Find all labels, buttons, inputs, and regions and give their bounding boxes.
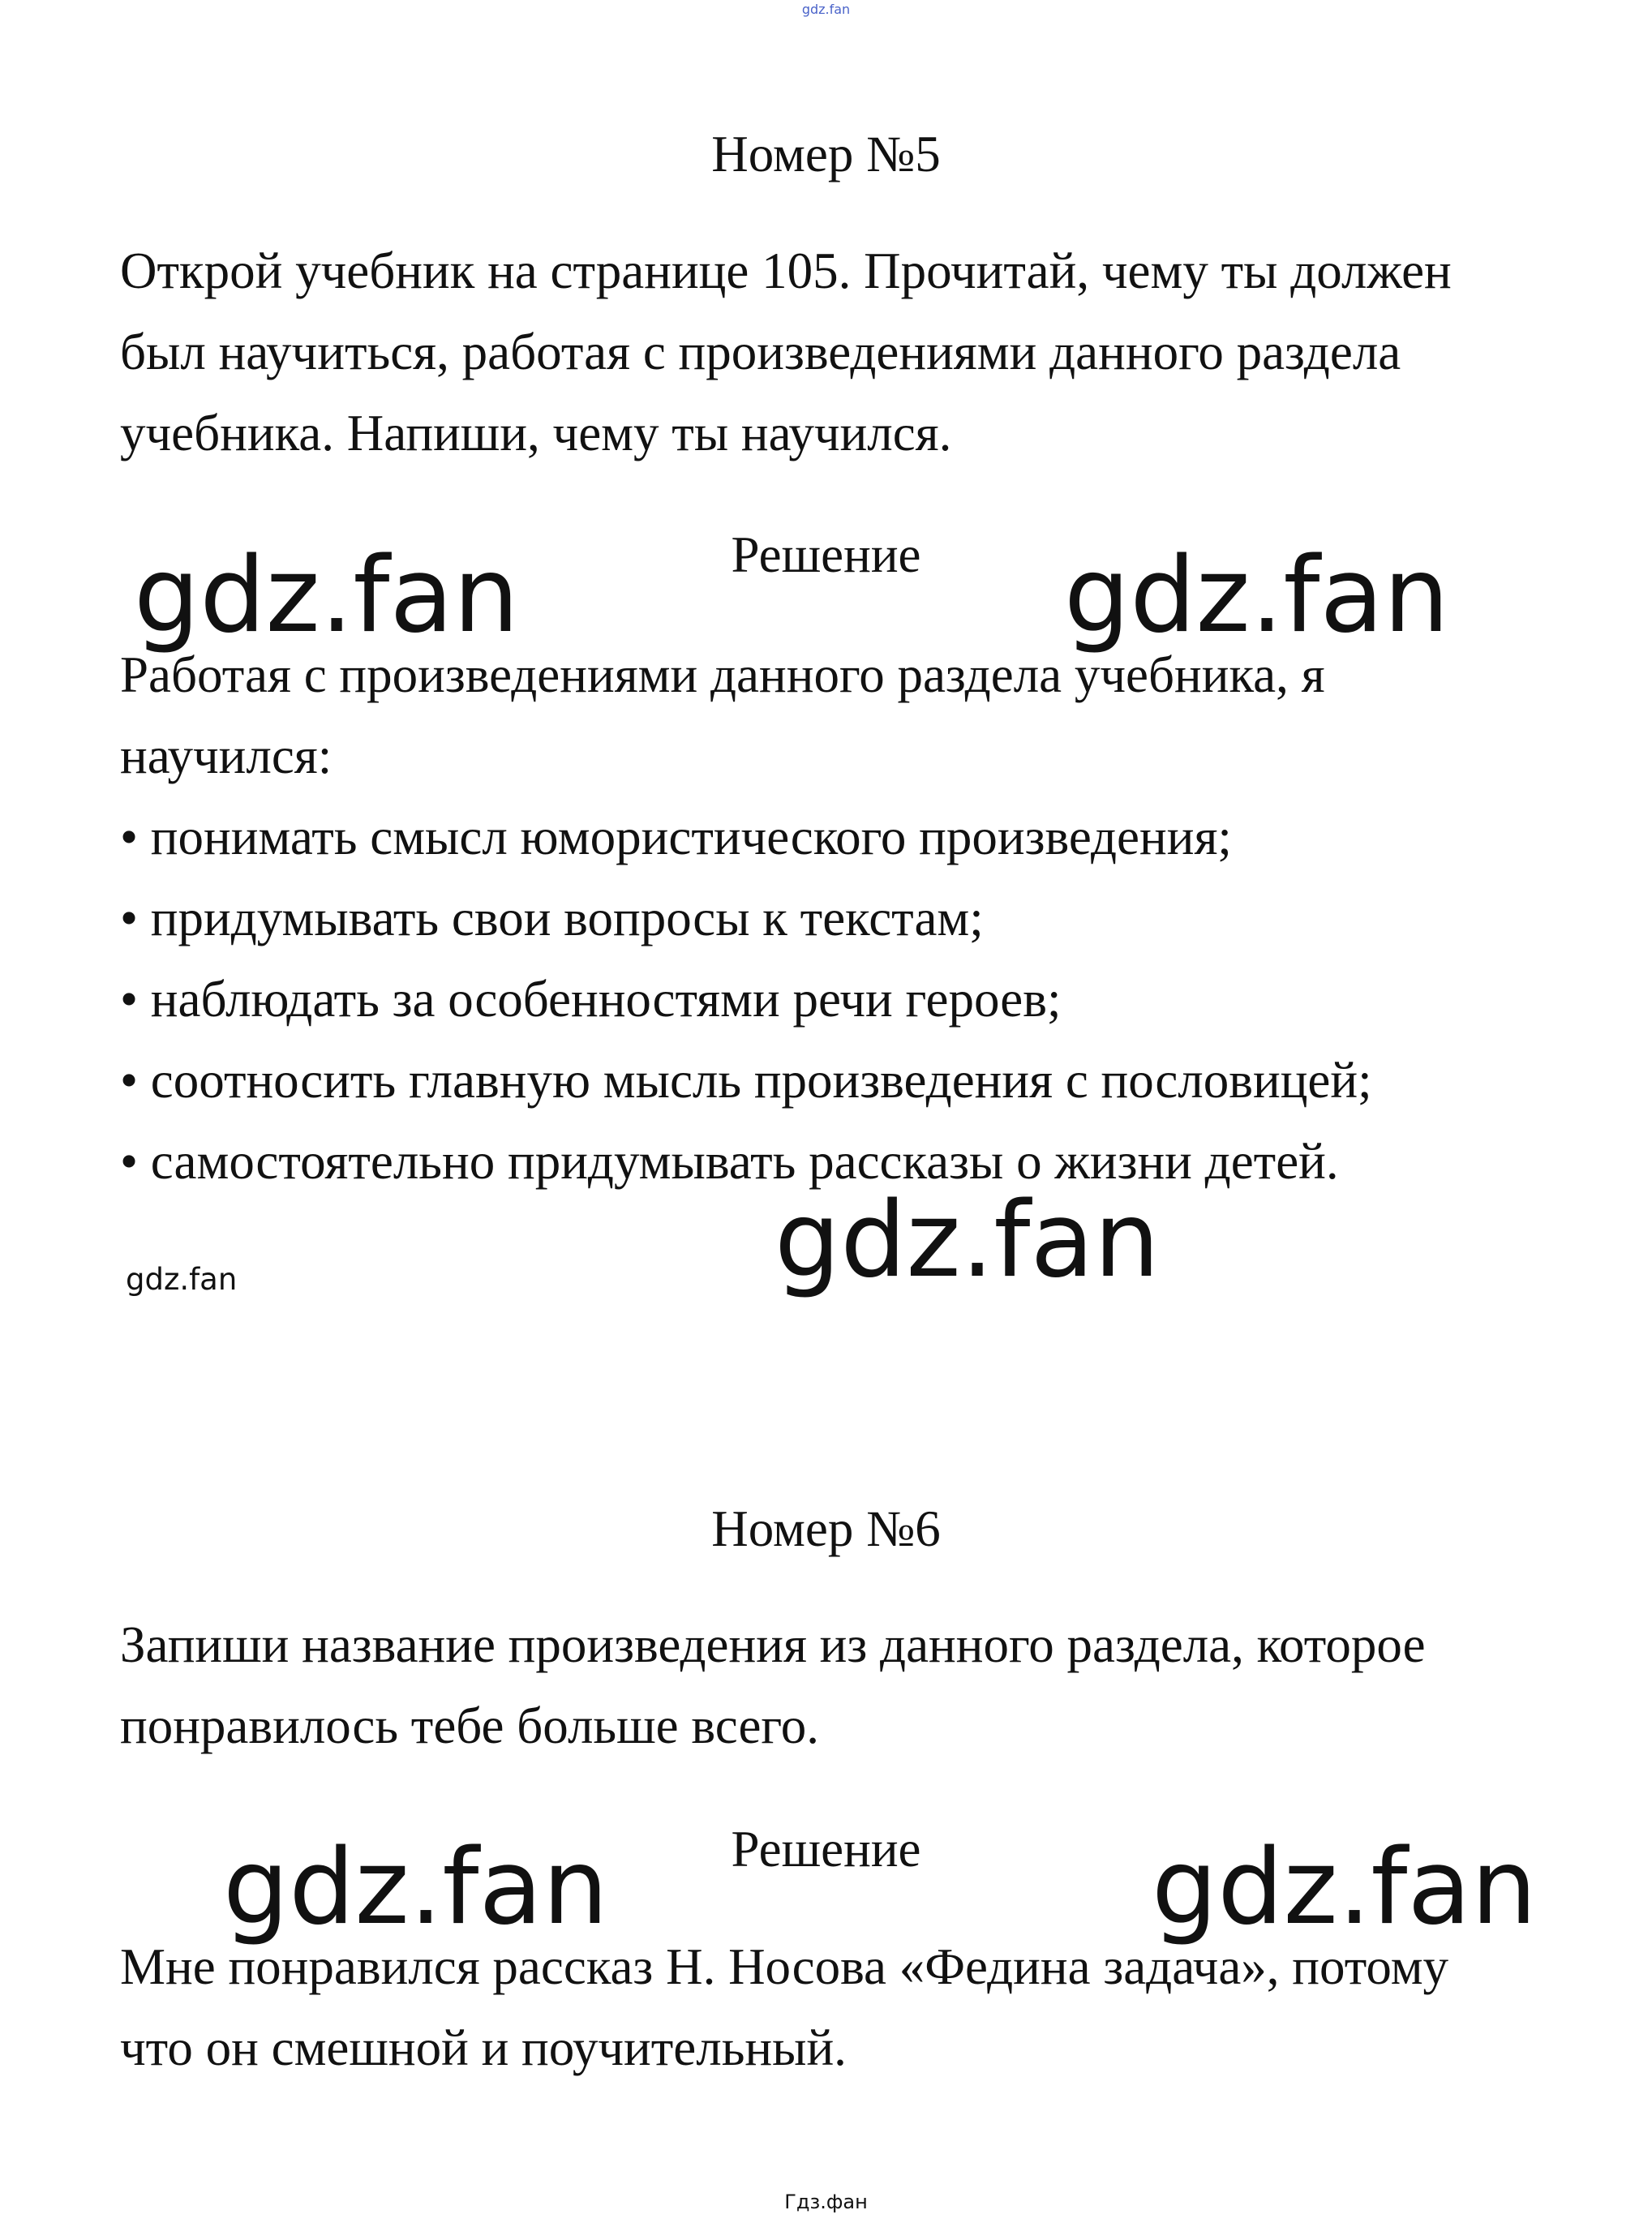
task-5-solution-label: Решение (731, 526, 921, 583)
task-6-question-line: Запиши название произведения из данного раздела, которое (120, 1616, 1426, 1673)
task-5-question-line: был научиться, работая с произведениями данного раздела (120, 324, 1401, 380)
task-6-answer (120, 1926, 1580, 2088)
list-item: • придумывать свои вопросы к текстам; (120, 890, 984, 946)
list-item: • самостоятельно придумывать рассказы о жизни детей. (120, 1133, 1339, 1190)
task-6-answer-line: что он смешной и поучительный. (120, 2019, 847, 2076)
footer-watermark: Гдз.фан (784, 2191, 868, 2213)
watermark-left: gdz.fan (134, 535, 519, 656)
task-5-answer-line: Работая с произведениями данного раздела учебника, я (120, 646, 1325, 703)
task-5-question (120, 230, 1580, 474)
task-6-question-line: понравилось тебе больше всего. (120, 1697, 819, 1754)
watermark-right: gdz.fan (1064, 535, 1449, 656)
watermark-left-2: gdz.fan (223, 1827, 608, 1948)
list-item: • соотносить главную мысль произведения с пословицей; (120, 1052, 1372, 1109)
top-watermark: gdz.fan (801, 2, 851, 17)
watermark-small: gdz.fan (126, 1262, 238, 1297)
task-5-answer (120, 634, 1580, 1202)
watermark-right-2: gdz.fan (1152, 1827, 1537, 1948)
task-5-question-line: Открой учебник на странице 105. Прочитай, чему ты должен (120, 242, 1452, 299)
task-6-question (120, 1604, 1580, 1766)
task-5-question-line: учебника. Напиши, чему ты научился. (120, 405, 952, 461)
watermark-center: gdz.fan (775, 1180, 1160, 1301)
task-6-answer-line: Мне понравился рассказ Н. Носова «Федина задача», потому (120, 1938, 1449, 1995)
list-item: • наблюдать за особенностями речи героев; (120, 971, 1062, 1028)
task-5-answer-line: научился: (120, 727, 333, 784)
task-6-heading: Номер №6 (711, 1500, 941, 1557)
task-6-solution-label: Решение (731, 1821, 921, 1878)
task-5-heading: Номер №5 (711, 126, 941, 182)
list-item: • понимать смысл юмористического произведения; (120, 809, 1232, 865)
task-5-bullet-list (120, 796, 1580, 1202)
